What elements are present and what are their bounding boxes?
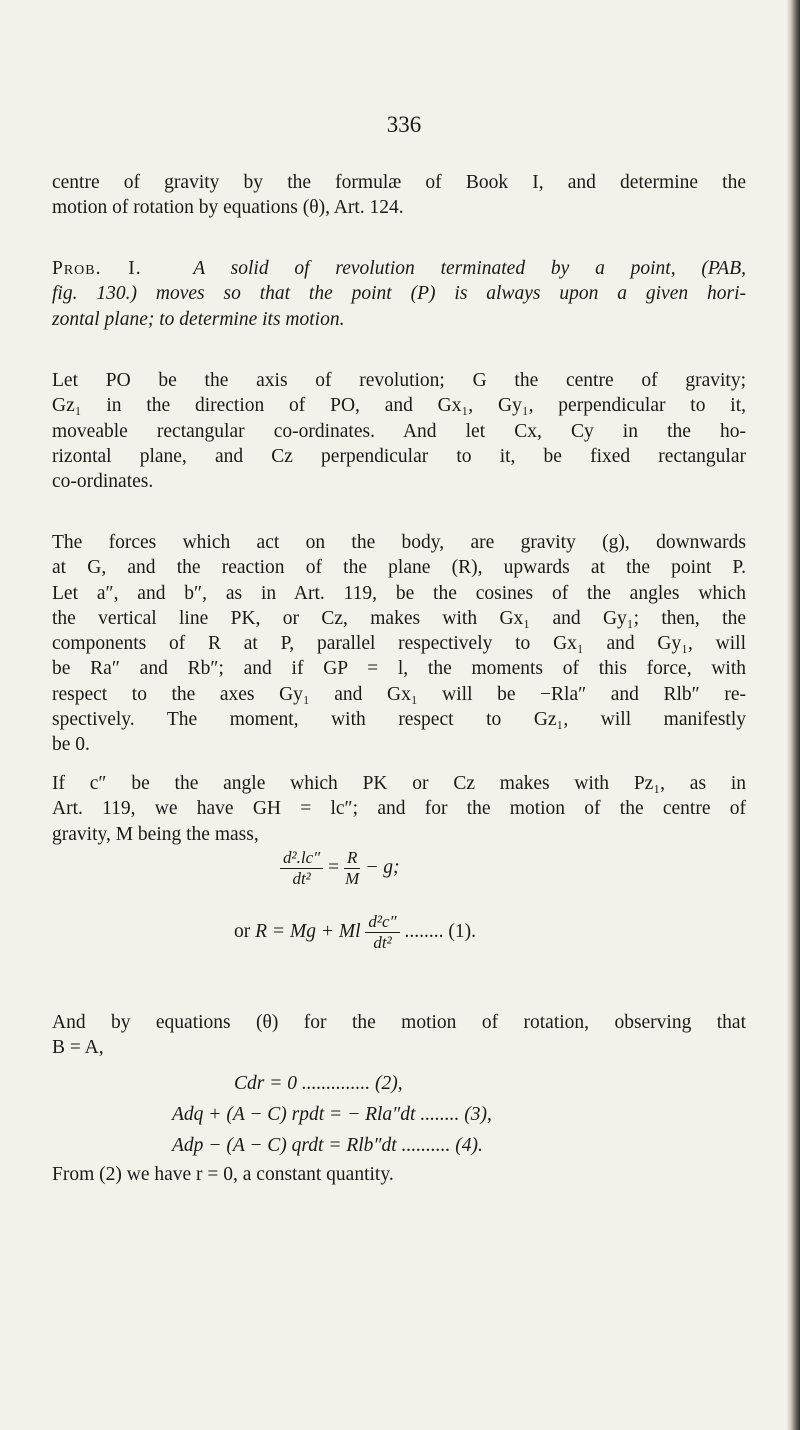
- text-line: at G, and the reaction of the plane (R), upwards at the point P.: [52, 557, 746, 579]
- text-line: Let PO be the axis of revolution; G the centre of gravity;: [52, 370, 746, 391]
- paragraph-rotation: [52, 1010, 746, 1061]
- text-line: co-ordinates.: [52, 471, 154, 493]
- equation-centre-gravity: $\frac{\text{d².lc″}}{\text{dt²}}$ = $\frac{R}{M}$ − g;: [280, 848, 400, 889]
- text-line: If c″ be the angle which PK or Cz makes with Pz₁, as in: [52, 773, 746, 794]
- fraction: $\frac{\text{d².lc″}}{\text{dt²}}$: [280, 848, 323, 889]
- text-line: be Ra″ and Rb″; and if GP = l, the moments of this force, with: [52, 658, 746, 680]
- text-line: gravity, M being the mass,: [52, 823, 259, 845]
- text-line: motion of rotation by equations (θ), Art. 124.: [52, 197, 404, 219]
- problem-text: A solid of revolution terminated by a point, (PAB,: [193, 258, 746, 279]
- text-line: B = A,: [52, 1037, 104, 1059]
- text-line: The forces which act on the body, are gravity (g), downwards: [52, 532, 746, 553]
- page-edge-shadow: [786, 0, 800, 1430]
- paragraph-intro: [52, 170, 746, 221]
- paragraph-coordinates: [52, 368, 746, 494]
- equation-3: Adq + (A − C) rpdt = − Rla″dt ........ (3),: [172, 1104, 492, 1125]
- text-line: From (2) we have r = 0, a constant quantity.: [52, 1164, 394, 1185]
- text-line: [52, 256, 746, 281]
- equation-4: Adp − (A − C) qrdt = Rlb″dt .......... (4).: [172, 1135, 483, 1156]
- text-line: And by equations (θ) for the motion of rotation, observing that: [52, 1012, 746, 1033]
- text-line: zontal plane; to determine its motion.: [52, 308, 345, 330]
- text-line: Art. 119, we have GH = lc″; and for the motion of the centre of: [52, 798, 746, 820]
- text-line: moveable rectangular co-ordinates. And let Cx, Cy in the ho-: [52, 420, 746, 442]
- fraction: $\frac{R}{M}$: [345, 848, 360, 888]
- text-line: spectively. The moment, with respect to Gz₁, will manifestly: [52, 709, 746, 731]
- text-line: Let a″, and b″, as in Art. 119, be the cosines of the angles which: [52, 582, 746, 604]
- text-line: fig. 130.) moves so that the point (P) is always upon a given hori-: [52, 283, 746, 305]
- paragraph-forces: [52, 530, 746, 758]
- equations-2-4: [172, 1068, 492, 1161]
- paragraph-centre-motion: [52, 771, 746, 847]
- text-line: components of R at P, parallel respectively to Gx₁ and Gy₁, will: [52, 633, 746, 655]
- paragraph-problem: [52, 256, 746, 332]
- equation-2: Cdr = 0 .............. (2),: [234, 1073, 403, 1094]
- text-line: Gz₁ in the direction of PO, and Gx₁, Gy₁, perpendicular to it,: [52, 395, 746, 417]
- paragraph-conclusion: [52, 1162, 746, 1187]
- text-line: be 0.: [52, 734, 90, 756]
- text-line: the vertical line PK, or Cz, makes with Gx₁ and Gy₁; then, the: [52, 607, 746, 629]
- page-number: 336: [386, 112, 422, 137]
- problem-label: Prob. I.: [52, 258, 142, 279]
- text-line: respect to the axes Gy₁ and Gx₁ will be −Rla″ and Rlb″ re-: [52, 683, 746, 705]
- text-line: centre of gravity by the formulæ of Book I, and determine the: [52, 172, 746, 193]
- equation-1: or R = Mg + Ml $\frac{\text{d²c″}}{\text{dt²}}$ ........ (1).: [234, 912, 476, 952]
- fraction: $\frac{\text{d²c″}}{\text{dt²}}$: [365, 912, 399, 953]
- text-line: rizontal plane, and Cz perpendicular to it, be fixed rectangular: [52, 445, 746, 467]
